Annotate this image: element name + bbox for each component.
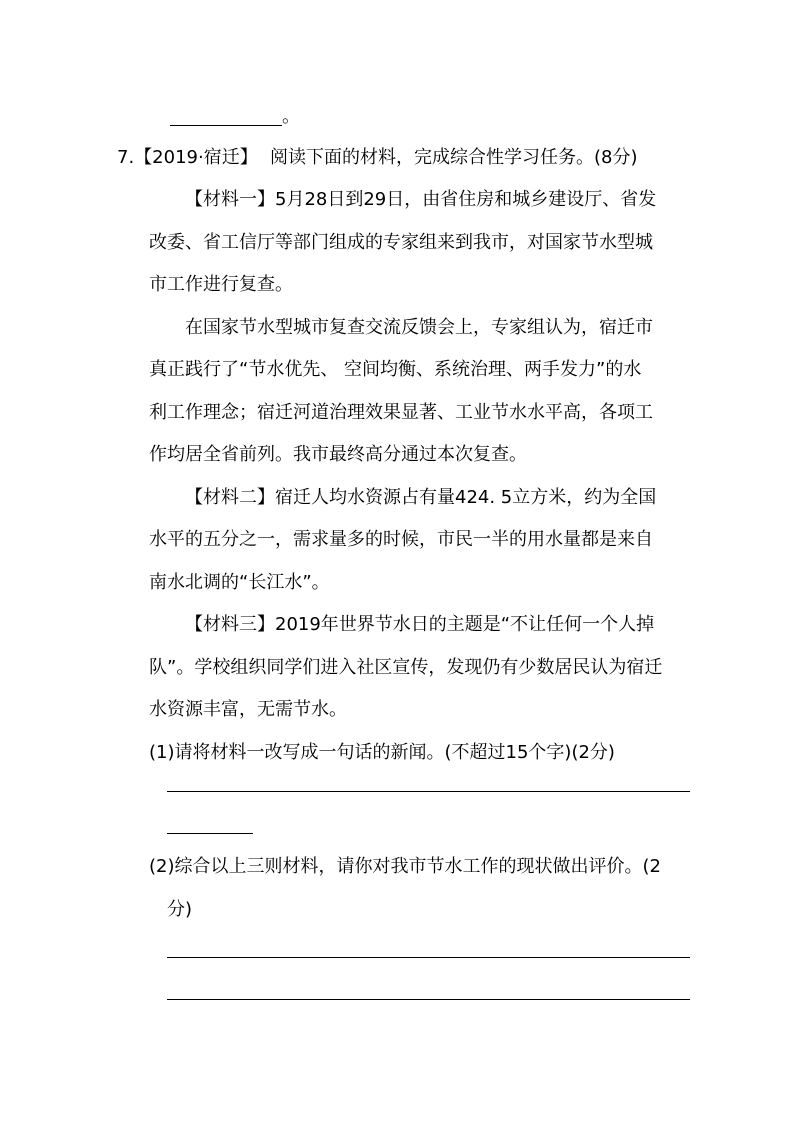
material2-line: 南水北调的“长江水”。 [149, 572, 330, 593]
material3-line: 【材料三】2019年世界节水日的主题是“不让任何一个人掉 [185, 614, 655, 635]
material1-line: 改委、省工信厅等部门组成的专家组来到我市，对国家节水型城 [149, 232, 653, 253]
question-instruction: 阅读下面的材料，完成综合性学习任务。(8分) [270, 147, 638, 168]
material3-line: 队”。学校组织同学们进入社区宣传，发现仍有少数居民认为宿迁 [149, 657, 663, 678]
material1-line: 作均居全省前列。我市最终高分通过本次复查。 [149, 444, 527, 465]
sub-question-2-line2: 分) [167, 899, 193, 920]
answer-blank-1a[interactable] [167, 791, 690, 792]
material2-line: 【材料二】宿迁人均水资源占有量424. 5立方米，约为全国 [185, 487, 657, 508]
material3-line: 水资源丰富，无需节水。 [149, 699, 347, 720]
sub-question-1: (1)请将材料一改写成一句话的新闻。(不超过15个字)(2分) [149, 742, 615, 763]
material1-line: 【材料一】5月28日到29日，由省住房和城乡建设厅、省发 [185, 189, 657, 210]
material1-line: 真正践行了“节水优先、 空间均衡、系统治理、两手发力”的水 [149, 359, 642, 380]
sub-question-2-line1: (2)综合以上三则材料，请你对我市节水工作的现状做出评价。(2 [149, 856, 661, 877]
material1-line: 利工作理念；宿迁河道治理效果显著、工业节水水平高，各项工 [149, 402, 653, 423]
answer-blank-1b[interactable] [167, 833, 253, 834]
answer-blank-2b[interactable] [167, 999, 690, 1000]
answer-blank-2a[interactable] [167, 957, 690, 958]
answer-blank-prev[interactable] [170, 125, 282, 126]
question-number-source: 7.【2019·宿迁】 [117, 147, 258, 168]
prev-answer-end: 。 [282, 106, 300, 127]
material1-line: 在国家节水型城市复查交流反馈会上，专家组认为，宿迁市 [185, 317, 653, 338]
material1-line: 市工作进行复查。 [149, 274, 293, 295]
material2-line: 水平的五分之一，需求量多的时候，市民一半的用水量都是来自 [149, 529, 653, 550]
